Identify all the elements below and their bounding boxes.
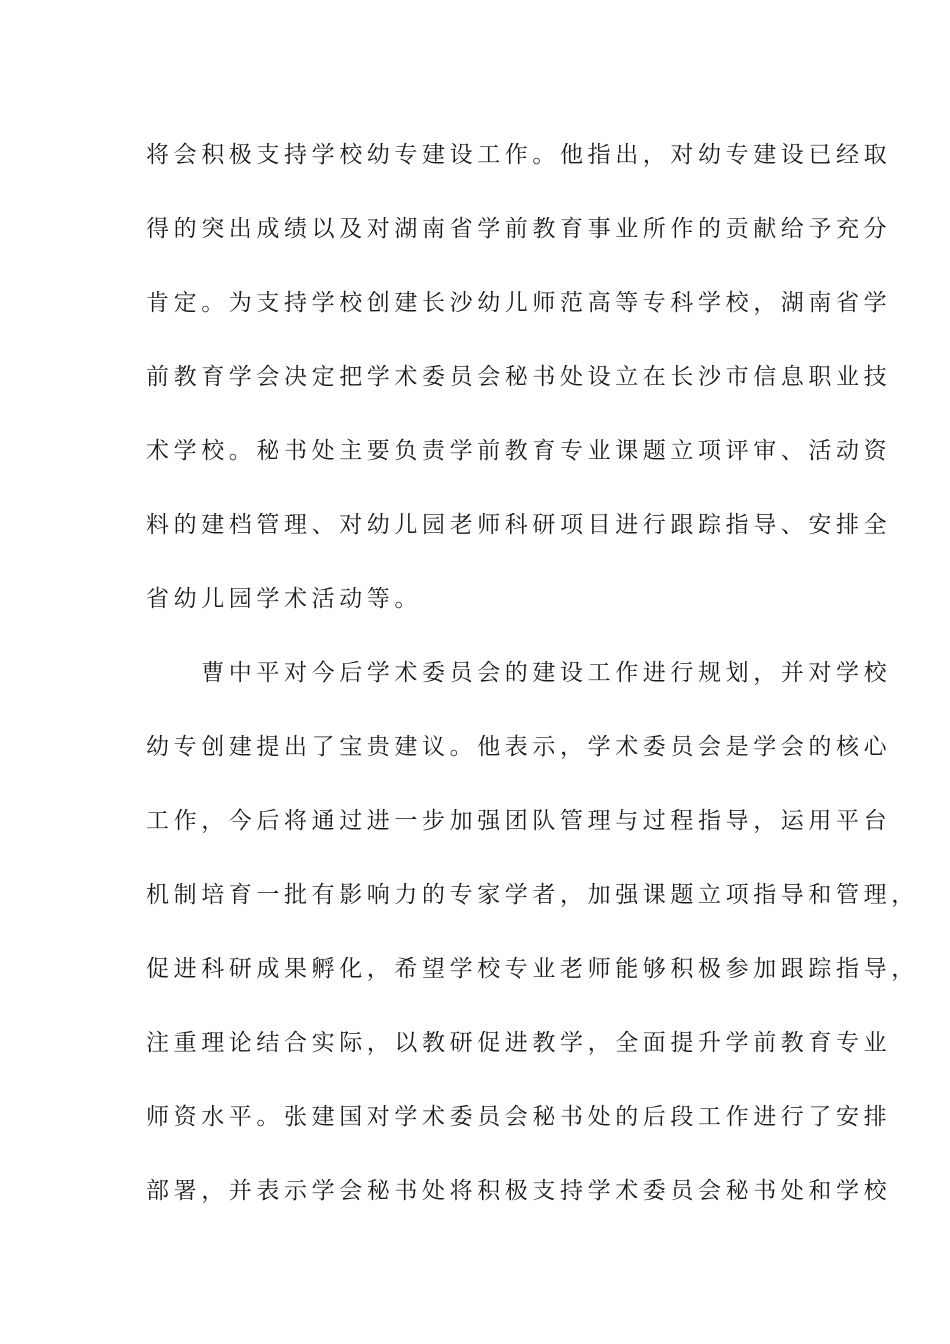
text-line: 机制培育一批有影响力的专家学者，加强课题立项指导和管理， — [146, 882, 919, 908]
text-line: 将会积极支持学校幼专建设工作。他指出，对幼专建设已经取 — [146, 142, 892, 168]
text-line: 得的突出成绩以及对湖南省学前教育事业所作的贡献给予充分 — [146, 216, 892, 242]
text-line: 曹中平对今后学术委员会的建设工作进行规划，并对学校 — [146, 660, 892, 686]
text-line: 工作，今后将通过进一步加强团队管理与过程指导，运用平台 — [146, 808, 892, 834]
text-line: 前教育学会决定把学术委员会秘书处设立在长沙市信息职业技 — [146, 364, 892, 390]
document-body — [146, 118, 919, 1228]
text-line: 师资水平。张建国对学术委员会秘书处的后段工作进行了安排 — [146, 1104, 892, 1130]
text-line: 料的建档管理、对幼儿园老师科研项目进行跟踪指导、安排全 — [146, 512, 892, 538]
text-line: 促进科研成果孵化，希望学校专业老师能够积极参加跟踪指导， — [146, 956, 919, 982]
text-line: 省幼儿园学术活动等。 — [146, 586, 422, 612]
text-line: 幼专创建提出了宝贵建议。他表示，学术委员会是学会的核心 — [146, 734, 892, 760]
text-line: 肯定。为支持学校创建长沙幼儿师范高等专科学校，湖南省学 — [146, 290, 892, 316]
text-line: 部署，并表示学会秘书处将积极支持学术委员会秘书处和学校 — [146, 1178, 892, 1204]
text-line: 注重理论结合实际，以教研促进教学，全面提升学前教育专业 — [146, 1030, 892, 1056]
text-line: 术学校。秘书处主要负责学前教育专业课题立项评审、活动资 — [146, 438, 892, 464]
